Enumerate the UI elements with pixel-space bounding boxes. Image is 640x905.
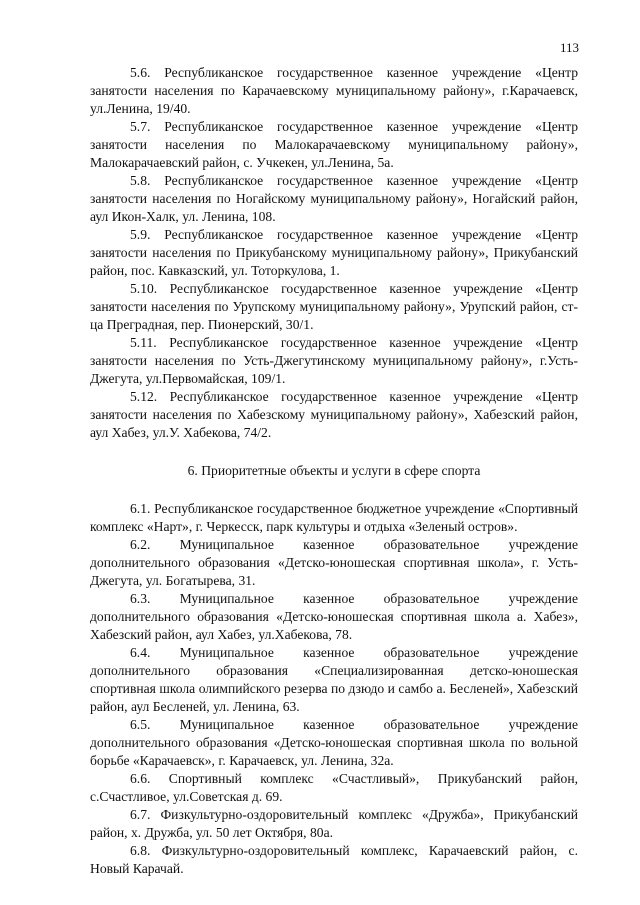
document-body xyxy=(90,64,578,879)
list-item: 5.9. Республиканское государственное казенное учреждение «Центр занятости населения по Прикубанскому муниципальному району», Прикубанский район, пос. Кавказский, ул. Тоторкулова, 1. xyxy=(90,226,578,278)
page-number: 113 xyxy=(560,40,580,55)
list-item: 6.4. Муниципальное казенное образовательное учреждение дополнительного образования «Специализированная детско-юношеская спортивная школа олимпийского резерва по дзюдо и самбо а. Бесленей», Хабезский район, аул Бесленей, ул. Ленина, 63. xyxy=(90,645,578,714)
list-item: 6.8. Физкультурно-оздоровительный комплекс, Карачаевский район, с. Новый Карачай. xyxy=(90,843,578,877)
list-item: 6.6. Спортивный комплекс «Счастливый», Прикубанский район, с.Счастливое, ул.Советская д. 69. xyxy=(90,771,578,804)
list-item: 6.3. Муниципальное казенное образовательное учреждение дополнительного образования «Детско-юношеская спортивная школа а. Хабез», Хабезский район, аул Хабез, ул.Хабекова, 78. xyxy=(90,591,578,642)
list-item: 6.5. Муниципальное казенное образовательное учреждение дополнительного образования «Детско-юношеская спортивная школа по вольной борьбе «Карачаевск», г. Карачаевск, ул. Ленина, 32а. xyxy=(90,717,578,768)
list-item: 5.8. Республиканское государственное казенное учреждение «Центр занятости населения по Ногайскому муниципальному району», Ногайский район, аул Икон-Халк, ул. Ленина, 108. xyxy=(90,172,578,224)
list-item: 5.11. Республиканское государственное казенное учреждение «Центр занятости населения по Усть-Джегутинскому муниципальному району», г.Усть-Джегута, ул.Первомайская, 109/1. xyxy=(90,334,578,386)
list-item: 5.7. Республиканское государственное казенное учреждение «Центр занятости населения по Малокарачаевскому муниципальному району», Малокарачаевский район, с. Учкекен, ул.Ленина, 5а. xyxy=(90,118,578,170)
list-item: 6.1. Республиканское государственное бюджетное учреждение «Спортивный комплекс «Нарт», г. Черкесск, парк культуры и отдыха «Зеленый остров». xyxy=(90,501,578,534)
list-item: 6.2. Муниципальное казенное образовательное учреждение дополнительного образования «Детско-юношеская спортивная школа», г. Усть-Джегута, ул. Богатырева, 31. xyxy=(90,537,578,588)
list-item: 5.12. Республиканское государственное казенное учреждение «Центр занятости населения по Хабезскому муниципальному району», Хабезский район, аул Хабез, ул.У. Хабекова, 74/2. xyxy=(90,388,578,440)
list-item: 6.7. Физкультурно-оздоровительный комплекс «Дружба», Прикубанский район, х. Дружба, ул. 50 лет Октября, 80а. xyxy=(90,807,578,840)
list-item: 5.10. Республиканское государственное казенное учреждение «Центр занятости населения по Урупскому муниципальному району», Урупский район, ст-ца Преградная, пер. Пионерский, 30/1. xyxy=(90,280,578,332)
list-item: 5.6. Республиканское государственное казенное учреждение «Центр занятости населения по Карачаевскому муниципальному району», г.Карачаевск, ул.Ленина, 19/40. xyxy=(90,65,578,116)
section-title: 6. Приоритетные объекты и услуги в сфере спорта xyxy=(187,463,481,479)
